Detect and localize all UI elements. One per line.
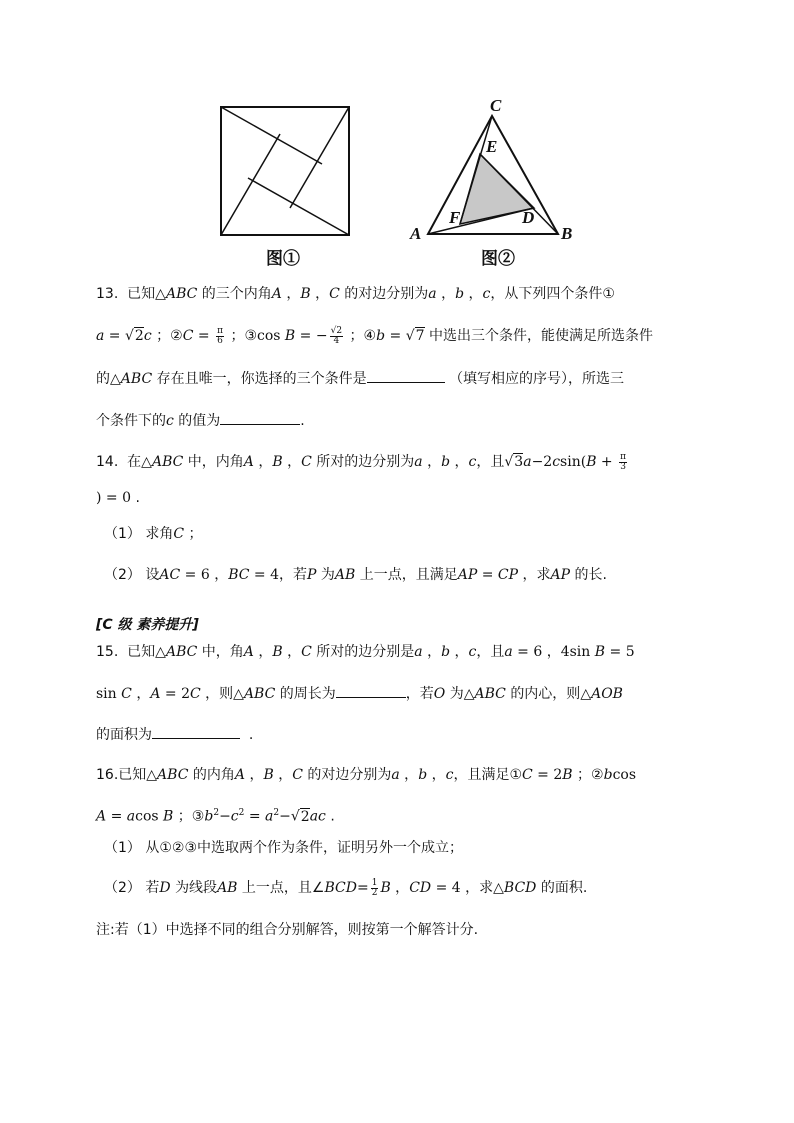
label-e: E (486, 137, 498, 156)
q15-line-1: 15. 已知△ABC 中，角A ，B ，C 所对的边分别是a ，b ，c，且a = 6 ，4sin B = 5 (96, 644, 635, 660)
q14-part-2: （2） 设AC = 6 ，BC = 4，若P 为AB 上一点，且满足AP = CP ，求AP 的长. (104, 567, 607, 583)
q13-answer-blank-1[interactable] (367, 368, 445, 383)
label-b: B (561, 224, 573, 243)
q14-part-1: （1） 求角C ； (104, 526, 203, 542)
figure-1-caption: 图① (266, 249, 300, 269)
label-d: D (522, 208, 535, 227)
q13-line-2: a = √2c ；②C = $\frac{\pi}{6}$ ；③cos B = − $\frac{√2}{4}$ ；④b = √7 中选出三个条件，能使满足所选条件 (96, 325, 653, 346)
q13-line-3: 的△ABC 存在且唯一，你选择的三个条件是 （填写相应的序号），所选三 (96, 368, 624, 389)
q13-line-1: 13. 已知△ABC 的三个内角A ，B ，C 的对边分别为a ，b ，c，从下列四个条件① (96, 286, 615, 302)
q15-answer-blank-2[interactable] (152, 724, 240, 739)
label-f: F (449, 208, 461, 227)
q16-part-1: （1） 从①②③中选取两个作为条件，证明另外一个成立； (104, 840, 464, 856)
section-c-heading: [C 级 素养提升] (96, 617, 199, 633)
q15-line-3: 的面积为 . (96, 724, 253, 745)
q15-answer-blank-1[interactable] (336, 683, 406, 698)
q16-line-1: 16.已知△ABC 的内角A ，B ，C 的对边分别为a ，b ，c，且满足①C = 2B ；②bcos (96, 767, 637, 783)
q14-line-2: ) = 0 . (96, 490, 140, 506)
figure-2 (420, 108, 570, 240)
q16-line-2: A = acos B ；$③b^2-c^2 = a^2-√2ac$ . (96, 808, 335, 825)
label-c: C (490, 96, 502, 115)
q15-line-2: sin C ，A = 2C ，则△ABC 的周长为 ，若O 为△ABC 的内心，则△AOB (96, 683, 623, 704)
figure-2-caption: 图② (481, 249, 515, 269)
q16-part-2: （2） 若D 为线段AB 上一点，且∠BCD= $\frac{1}{2}$ B ，CD = 4 ，求△BCD 的面积. (104, 877, 588, 898)
q13-line-4: 个条件下的c 的值为 . (96, 410, 305, 431)
label-a: A (410, 224, 422, 243)
q13-answer-blank-2[interactable] (220, 410, 300, 425)
q16-note: 注:若（1）中选择不同的组合分别解答，则按第一个解答计分. (96, 922, 479, 938)
q14-line-1: 14. 在△ABC 中，内角A ，B ，C 所对的边分别为a ，b ，c，且√3a−2csin(B + $\frac{\pi}{3}$ (96, 451, 627, 472)
figure-1 (218, 104, 354, 238)
